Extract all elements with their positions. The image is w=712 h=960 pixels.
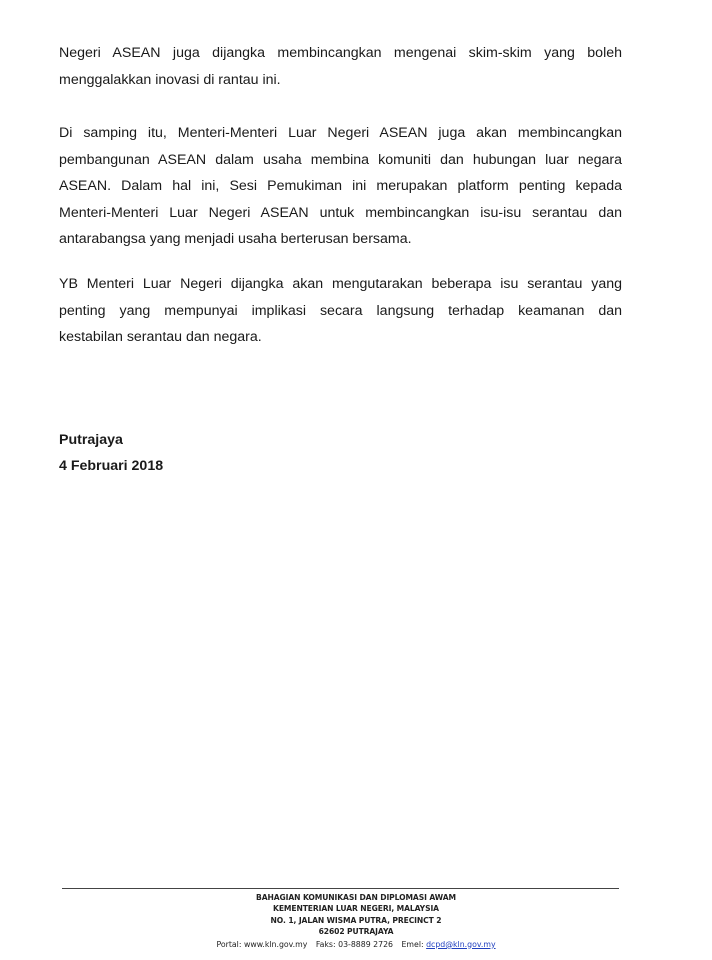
- footer-divider: [62, 888, 619, 889]
- paragraph-line: YB Menteri Luar Negeri dijangka akan mengutarakan beberapa isu serantau yang: [59, 276, 622, 292]
- portal-label: Portal:: [216, 939, 242, 949]
- paragraph-line: Di samping itu, Menteri-Menteri Luar Negeri ASEAN juga akan membincangkan: [59, 125, 622, 141]
- paragraph-line: kestabilan serantau dan negara.: [59, 329, 262, 345]
- footer-contact: [0, 939, 712, 951]
- email-link[interactable]: dcpd@kln.gov.my: [426, 939, 496, 949]
- fax-label: Faks:: [315, 939, 336, 949]
- paragraph-line: ASEAN. Dalam hal ini, Sesi Pemukiman ini merupakan platform penting kepada: [59, 178, 622, 194]
- paragraph-1: [59, 40, 622, 93]
- fax-number: 03-8889 2726: [338, 939, 394, 949]
- portal-link[interactable]: www.kln.gov.my: [243, 939, 308, 949]
- footer-ministry: KEMENTERIAN LUAR NEGERI, MALAYSIA: [273, 904, 439, 914]
- paragraph-2: [59, 120, 622, 253]
- paragraph-line: menggalakkan inovasi di rantau ini.: [59, 71, 281, 88]
- signoff-place: Putrajaya: [59, 432, 123, 448]
- email-label: Emel:: [401, 939, 424, 949]
- paragraph-3: [59, 271, 622, 351]
- footer-postcode: 62602 PUTRAJAYA: [318, 927, 394, 937]
- paragraph-line: Negeri ASEAN juga dijangka membincangkan mengenai skim-skim yang boleh: [59, 45, 622, 61]
- paragraph-line: penting yang mempunyai implikasi secara langsung terhadap keamanan dan: [59, 302, 622, 319]
- footer: [0, 892, 712, 951]
- paragraph-line: antarabangsa yang menjadi usaha berterusan bersama.: [59, 231, 412, 247]
- footer-address: NO. 1, JALAN WISMA PUTRA, PRECINCT 2: [270, 915, 442, 925]
- footer-department: BAHAGIAN KOMUNIKASI DAN DIPLOMASI AWAM: [256, 893, 456, 902]
- paragraph-line: Menteri-Menteri Luar Negeri ASEAN untuk membincangkan isu-isu serantau dan: [59, 204, 622, 221]
- paragraph-line: pembangunan ASEAN dalam usaha membina komuniti dan hubungan luar negara: [59, 151, 622, 168]
- signoff-date: 4 Februari 2018: [59, 458, 164, 474]
